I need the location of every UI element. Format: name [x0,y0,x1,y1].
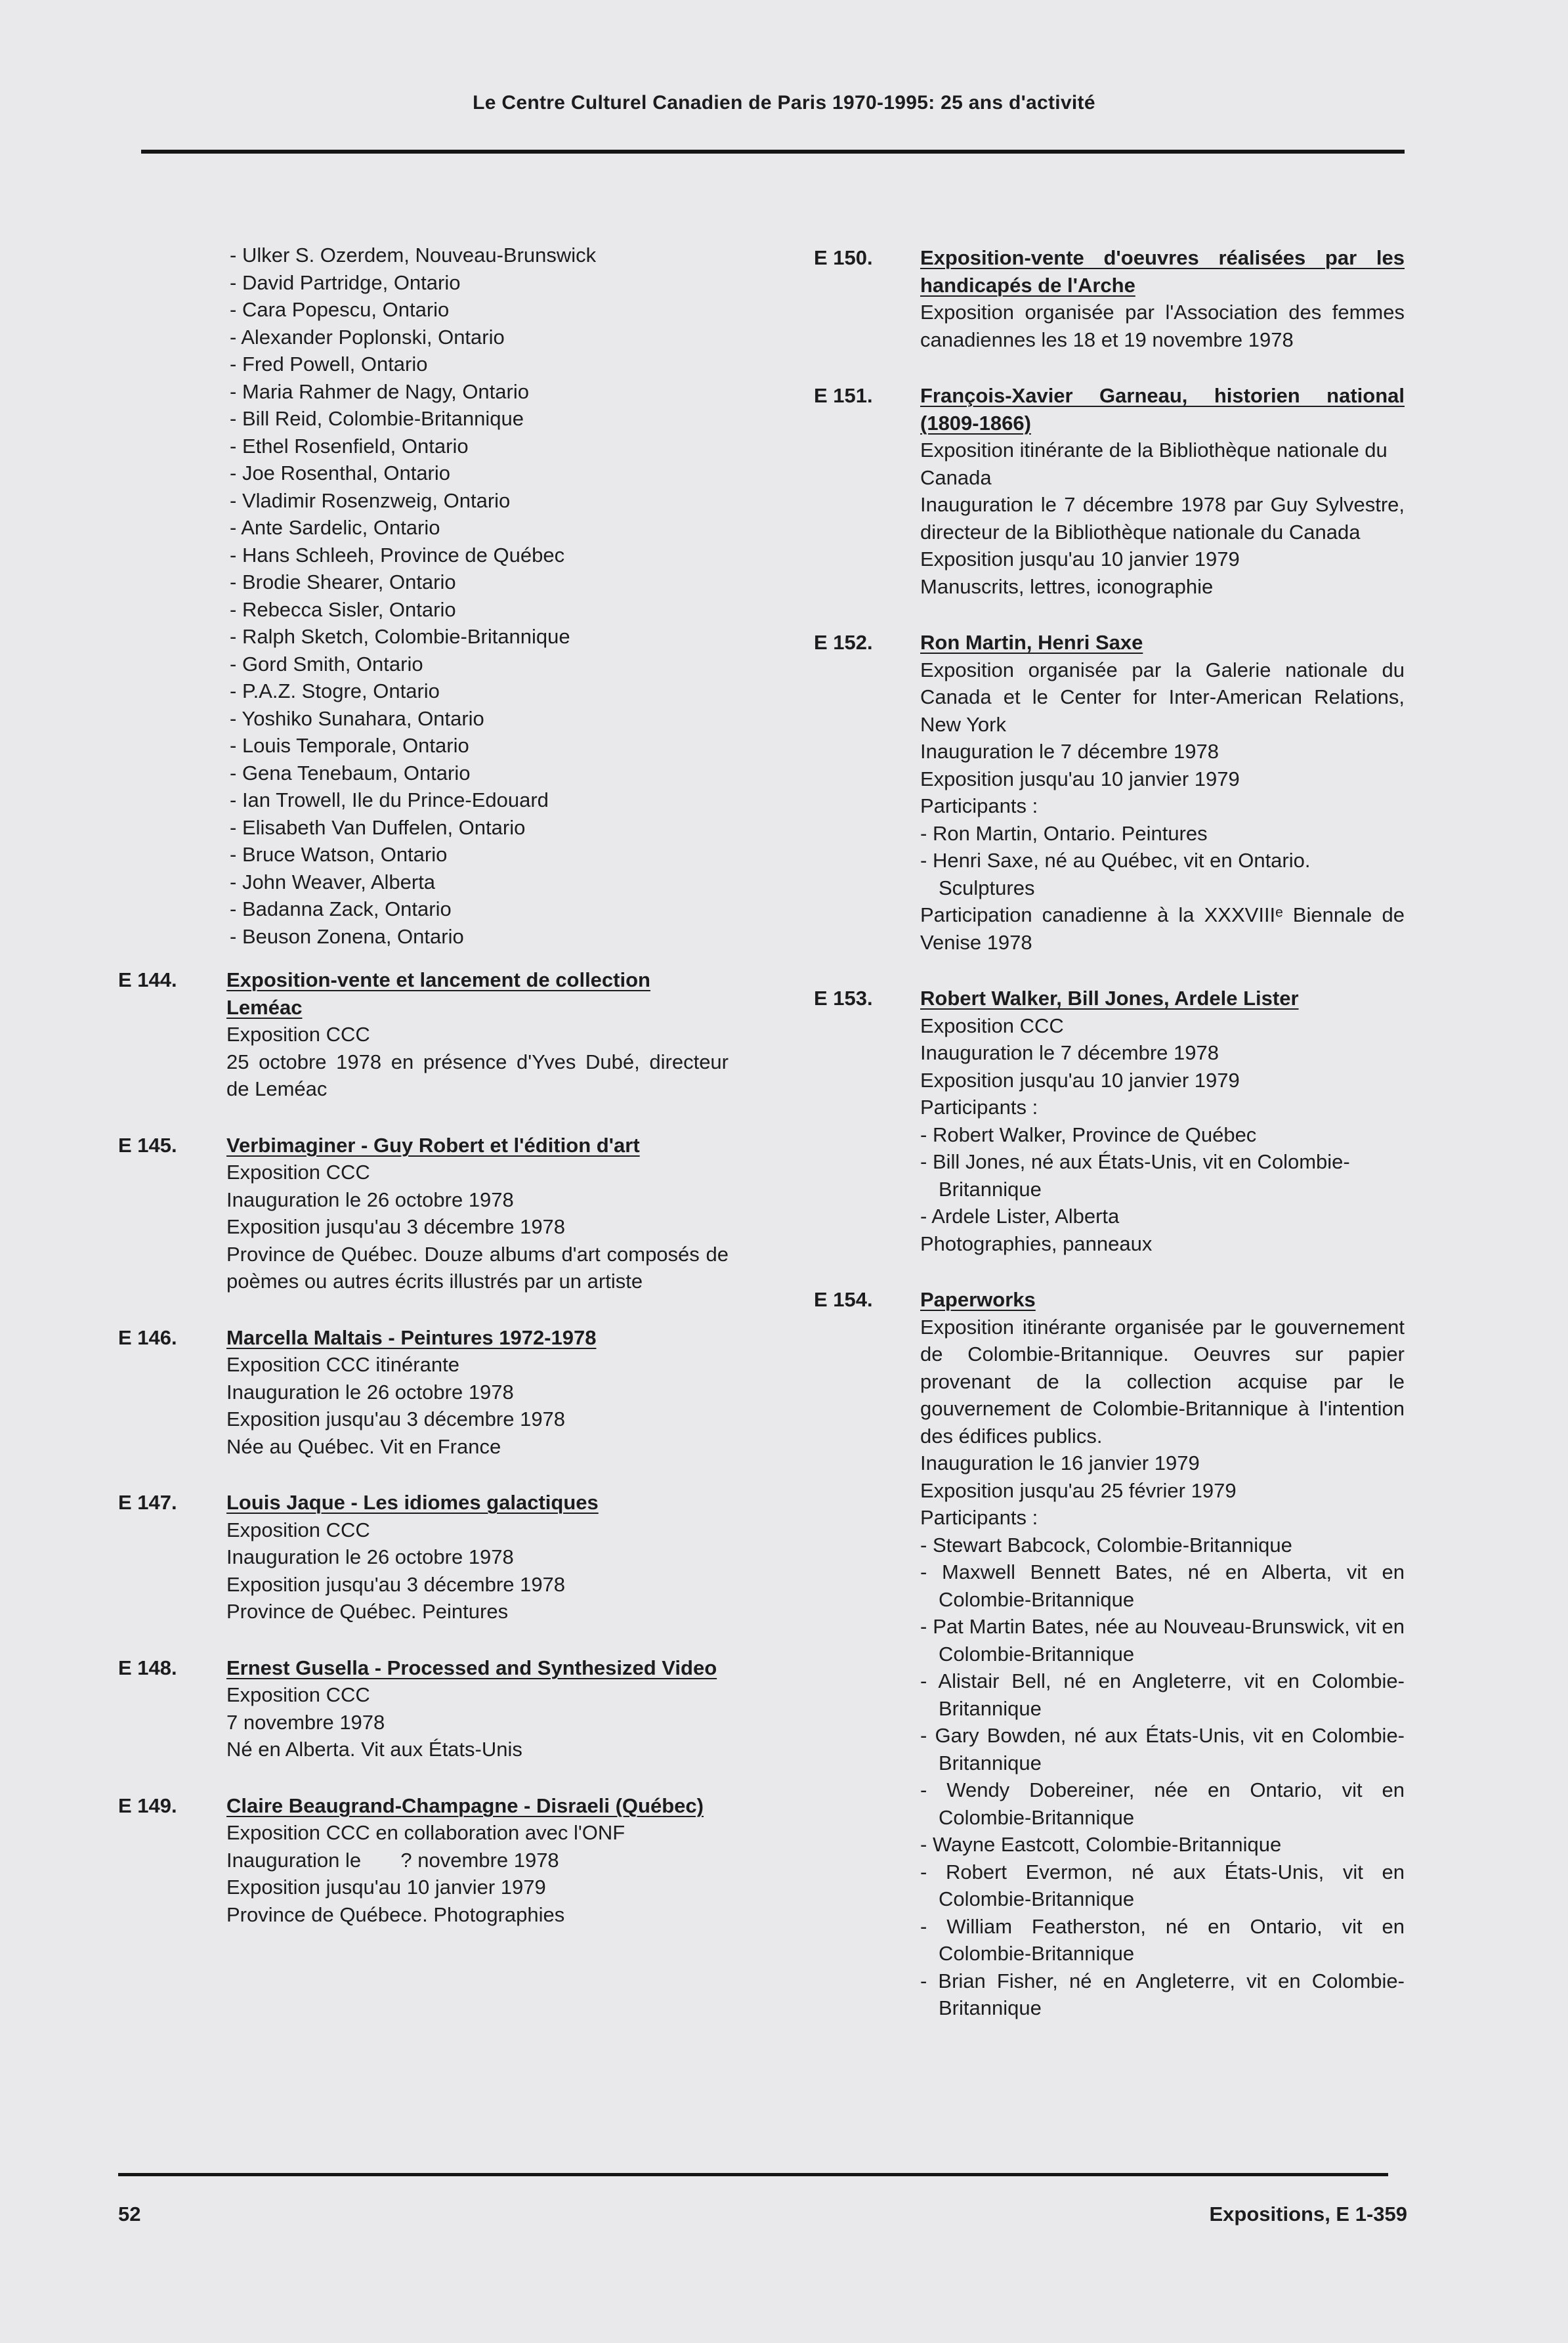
entry-e154 [814,1286,1405,2022]
entry-e145 [118,1132,729,1295]
page-number: 52 [118,2203,141,2225]
entry-number: E 153. [814,987,873,1010]
entry-number: E 146. [118,1325,177,1349]
list-item: - John Weaver, Alberta [230,869,729,896]
entry-e151 [814,382,1405,600]
entry-e148 [118,1654,729,1763]
entry-number: E 154. [814,1288,873,1311]
entry-number: E 148. [118,1656,177,1679]
entry-line: Exposition CCC [226,1518,370,1541]
entry-line: Exposition CCC [920,1014,1064,1037]
entry-number: E 147. [118,1491,177,1514]
entry-line: Exposition jusqu'au 10 janvier 1979 [920,548,1240,570]
list-item: - Cara Popescu, Ontario [230,296,729,324]
entry-line: Inauguration le 7 décembre 1978 par Guy Sylvestre, directeur de la Bibliothèque nationale du Canada [920,493,1405,544]
entry-number: E 145. [118,1133,177,1157]
entry-title: Ron Martin, Henri Saxe [920,631,1143,654]
list-item: - Brian Fisher, né en Angleterre, vit en Colombie-Britannique [920,1967,1405,2022]
list-item: - Bill Jones, né aux États-Unis, vit en Colombie-Britannique [920,1148,1405,1203]
entry-line: Province de Québec. Douze albums d'art composés de poèmes ou autres écrits illustrés par un artiste [226,1242,729,1293]
header-rule [141,150,1405,154]
entry-line: Exposition itinérante organisée par le gouvernement de Colombie-Britannique. Oeuvres sur papier provenant de la collection acquise par le gouvernement de Colombie-Britannique à l'intention des édifices publics. [920,1315,1405,1448]
entry-line: Exposition CCC [226,1023,370,1046]
list-item: - Fred Powell, Ontario [230,351,729,378]
entry-e149 [118,1792,729,1929]
entry-title: Exposition-vente d'oeuvres réalisées par les handicapés de l'Arche [920,246,1405,297]
list-item: - Gary Bowden, né aux États-Unis, vit en Colombie-Britannique [920,1722,1405,1776]
list-item: - Badanna Zack, Ontario [230,895,729,923]
entry-number: E 149. [118,1794,177,1817]
list-item: - Robert Walker, Province de Québec [920,1121,1405,1149]
left-column [118,242,729,1957]
entry-line: Exposition CCC [226,1161,370,1184]
entry-line: Participants : [920,794,1038,817]
list-item: - Ian Trowell, Ile du Prince-Edouard [230,786,729,814]
entry-line: Inauguration le 26 octobre 1978 [226,1545,514,1568]
entry-number: E 150. [814,246,873,269]
list-item: - Joe Rosenthal, Ontario [230,460,729,487]
entry-e144 [118,966,729,1103]
list-item: - Elisabeth Van Duffelen, Ontario [230,814,729,842]
entry-title: Exposition-vente et lancement de collection Leméac [226,968,650,1019]
entry-line: Exposition organisée par la Galerie nationale du Canada et le Center for Inter-American Relations, New York [920,658,1405,736]
entry-e152 [814,629,1405,956]
entry-line: Exposition CCC en collaboration avec l'ONF [226,1821,625,1844]
list-item: - P.A.Z. Stogre, Ontario [230,677,729,705]
entry-line: Inauguration le 16 janvier 1979 [920,1451,1200,1474]
entry-line: Exposition jusqu'au 10 janvier 1979 [920,1068,1240,1092]
entry-title: François-Xavier Garneau, historien national (1809-1866) [920,384,1405,435]
entry-line: Exposition CCC [226,1683,370,1706]
entry-e147 [118,1489,729,1625]
entry-line: Province de Québec. Peintures [226,1600,509,1623]
entry-e153 [814,985,1405,1257]
entry-line: Exposition jusqu'au 3 décembre 1978 [226,1572,566,1596]
entry-line: 25 octobre 1978 en présence d'Yves Dubé, directeur de Leméac [226,1050,729,1100]
list-item: - Gord Smith, Ontario [230,651,729,678]
entry-line: Exposition jusqu'au 10 janvier 1979 [920,767,1240,790]
footer-rule [118,2173,1388,2176]
entry-line: Exposition jusqu'au 3 décembre 1978 [226,1408,566,1430]
list-item: - Brodie Shearer, Ontario [230,569,729,596]
entry-line: Inauguration le 26 octobre 1978 [226,1188,514,1211]
entry-title: Verbimaginer - Guy Robert et l'édition d'art [226,1133,640,1157]
entry-number: E 152. [814,631,873,654]
entry-line: 7 novembre 1978 [226,1710,385,1734]
entry-line: Exposition jusqu'au 10 janvier 1979 [226,1876,546,1899]
entry-title: Paperworks [920,1288,1036,1311]
entry-line: Exposition jusqu'au 25 février 1979 [920,1478,1237,1502]
list-item: - Wayne Eastcott, Colombie-Britannique [920,1831,1405,1859]
list-item: - Maxwell Bennett Bates, né en Alberta, vit en Colombie-Britannique [920,1558,1405,1613]
entry-line: Manuscrits, lettres, iconographie [920,574,1214,598]
entry-line: Né en Alberta. Vit aux États-Unis [226,1738,522,1761]
list-item: - Wendy Dobereiner, née en Ontario, vit en Colombie-Britannique [920,1776,1405,1831]
participant-list [118,242,729,950]
entry-number: E 144. [118,968,177,991]
list-item: - Maria Rahmer de Nagy, Ontario [230,378,729,406]
list-item: - Beuson Zonena, Ontario [230,923,729,951]
list-item: - Alexander Poplonski, Ontario [230,324,729,351]
entry-line: Inauguration le 7 décembre 1978 [920,1041,1219,1064]
list-item: - Ardele Lister, Alberta [920,1203,1405,1230]
list-item: - Alistair Bell, né en Angleterre, vit en Colombie-Britannique [920,1667,1405,1722]
entry-e146 [118,1324,729,1461]
list-item: - Hans Schleeh, Province de Québec [230,542,729,569]
entry-line: Inauguration le ? novembre 1978 [226,1848,559,1872]
list-item: - Vladimir Rosenzweig, Ontario [230,487,729,515]
list-item: - William Featherston, né en Ontario, vit en Colombie-Britannique [920,1913,1405,1967]
entry-line: Province de Québece. Photographies [226,1902,565,1926]
page-header: Le Centre Culturel Canadien de Paris 1970-1995: 25 ans d'activité [473,92,1095,114]
entry-title: Ernest Gusella - Processed and Synthesized Video [226,1656,717,1679]
list-item: - Ron Martin, Ontario. Peintures [920,820,1405,848]
list-item: - Rebecca Sisler, Ontario [230,596,729,624]
participant-list [920,820,1405,902]
entry-title: Robert Walker, Bill Jones, Ardele Lister [920,987,1299,1010]
right-column [814,244,1405,2051]
participant-list [920,1532,1405,2022]
entry-line: Exposition itinérante de la Bibliothèque nationale du Canada [920,439,1388,489]
list-item: - Ulker S. Ozerdem, Nouveau-Brunswick [230,242,729,269]
list-item: - Louis Temporale, Ontario [230,732,729,760]
entry-line: Née au Québec. Vit en France [226,1434,501,1458]
entry-line: Participants : [920,1096,1038,1119]
entry-line: Participants : [920,1506,1038,1529]
list-item: - Ralph Sketch, Colombie-Britannique [230,623,729,651]
entry-e150 [814,244,1405,353]
list-item: - Pat Martin Bates, née au Nouveau-Brunswick, vit en Colombie-Britannique [920,1613,1405,1667]
entry-title: Claire Beaugrand-Champagne - Disraeli (Québec) [226,1794,704,1817]
entry-line: Participation canadienne à la XXXVIIIᵉ Biennale de Venise 1978 [920,903,1405,954]
list-item: - Stewart Babcock, Colombie-Britannique [920,1532,1405,1559]
list-item: - Ethel Rosenfield, Ontario [230,433,729,460]
list-item: - Henri Saxe, né au Québec, vit en Ontario. Sculptures [920,847,1405,901]
list-item: - Ante Sardelic, Ontario [230,514,729,542]
list-item: - Bill Reid, Colombie-Britannique [230,405,729,433]
entry-line: Inauguration le 7 décembre 1978 [920,740,1219,763]
entry-title: Louis Jaque - Les idiomes galactiques [226,1491,599,1514]
running-footer: Expositions, E 1-359 [1209,2203,1407,2225]
list-item: - David Partridge, Ontario [230,269,729,297]
entry-line: Exposition jusqu'au 3 décembre 1978 [226,1215,566,1238]
list-item: - Bruce Watson, Ontario [230,841,729,869]
entry-line: Photographies, panneaux [920,1232,1153,1255]
participant-list [920,1121,1405,1230]
list-item: - Robert Evermon, né aux États-Unis, vit en Colombie-Britannique [920,1859,1405,1913]
entry-title: Marcella Maltais - Peintures 1972-1978 [226,1325,597,1349]
list-item: - Yoshiko Sunahara, Ontario [230,705,729,733]
entry-line: Exposition CCC itinérante [226,1353,459,1376]
list-item: - Gena Tenebaum, Ontario [230,760,729,787]
entry-line: Inauguration le 26 octobre 1978 [226,1380,514,1404]
entry-number: E 151. [814,384,873,407]
entry-line: Exposition organisée par l'Association des femmes canadiennes les 18 et 19 novembre 1978 [920,301,1405,351]
